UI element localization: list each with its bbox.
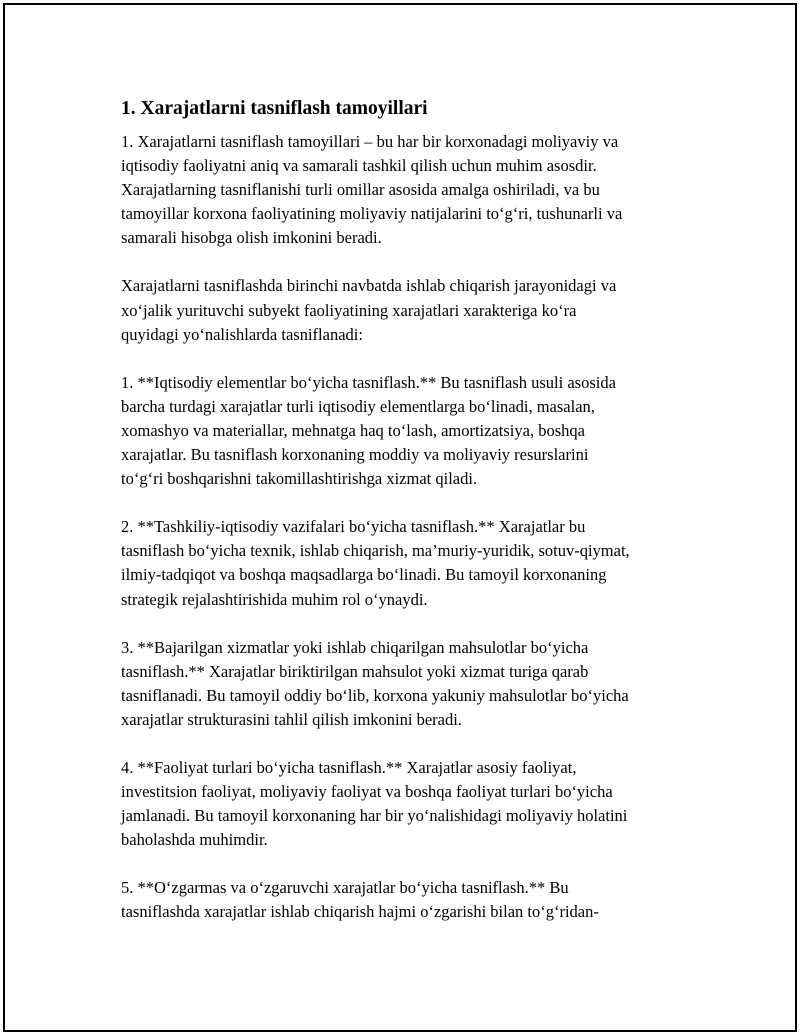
text-line: 1. **Iqtisodiy elementlar bo‘yicha tasniflash.** Bu tasniflash usuli asosida: [121, 372, 616, 392]
paragraph-item-3: [121, 636, 711, 732]
paragraph-intro: [121, 130, 711, 250]
text-line: barcha turdagi xarajatlar turli iqtisodiy elementlarga bo‘linadi, masalan,: [121, 396, 595, 416]
text-line: ilmiy-tadqiqot va boshqa maqsadlarga bo‘linadi. Bu tamoyil korxonaning: [121, 565, 607, 585]
text-line: xo‘jalik yurituvchi subyekt faoliyatining xarajatlari xarakteriga ko‘ra: [121, 300, 577, 320]
text-line: Xarajatlarning tasniflanishi turli omillar asosida amalga oshiriladi, va bu: [121, 180, 600, 200]
text-line: to‘g‘ri boshqarishni takomillashtirishga xizmat qiladi.: [121, 469, 478, 489]
text-line: xomashyo va materiallar, mehnatga haq to‘lash, amortizatsiya, boshqa: [121, 420, 585, 440]
text-line: tasniflash.** Xarajatlar biriktirilgan mahsulot yoki xizmat turiga qarab: [121, 661, 589, 681]
text-line: tasniflash bo‘yicha texnik, ishlab chiqarish, ma’muriy-yuridik, sotuv-qiymat,: [121, 541, 630, 561]
text-line: tasniflashda xarajatlar ishlab chiqarish hajmi o‘zgarishi bilan to‘g‘ridan-: [121, 902, 599, 922]
paragraph-item-4: [121, 756, 711, 852]
paragraph-classification-intro: [121, 274, 711, 346]
document-body: [121, 97, 711, 949]
text-line: baholashda muhimdir.: [121, 830, 268, 850]
text-line: samarali hisobga olish imkonini beradi.: [121, 228, 382, 248]
text-line: investitsion faoliyat, moliyaviy faoliyat va boshqa faoliyat turlari bo‘yicha: [121, 782, 613, 802]
text-line: 3. **Bajarilgan xizmatlar yoki ishlab chiqarilgan mahsulotlar bo‘yicha: [121, 637, 589, 657]
text-line: 1. Xarajatlarni tasniflash tamoyillari – bu har bir korxonadagi moliyaviy va: [121, 132, 619, 151]
text-line: 5. **O‘zgarmas va o‘zgaruvchi xarajatlar bo‘yicha tasniflash.** Bu: [121, 878, 569, 898]
paragraph-item-1: [121, 371, 711, 491]
page-frame: [3, 3, 797, 1032]
text-line: xarajatlar. Bu tasniflash korxonaning moddiy va moliyaviy resurslarini: [121, 445, 589, 465]
text-line: iqtisodiy faoliyatni aniq va samarali tashkil qilish uchun muhim asosdir.: [121, 156, 597, 176]
text-line: 4. **Faoliyat turlari bo‘yicha tasniflash.** Xarajatlar asosiy faoliyat,: [121, 757, 577, 777]
text-line: strategik rejalashtirishida muhim rol o‘ynaydi.: [121, 589, 428, 609]
section-heading: 1. Xarajatlarni tasniflash tamoyillari: [121, 98, 428, 119]
paragraph-item-2: [121, 515, 711, 611]
text-line: tasniflanadi. Bu tamoyil oddiy bo‘lib, korxona yakuniy mahsulotlar bo‘yicha: [121, 685, 629, 705]
text-line: xarajatlar strukturasini tahlil qilish imkonini beradi.: [121, 709, 462, 729]
text-line: Xarajatlarni tasniflashda birinchi navbatda ishlab chiqarish jarayonidagi va: [121, 276, 617, 296]
text-line: 2. **Tashkiliy-iqtisodiy vazifalari bo‘yicha tasniflash.** Xarajatlar bu: [121, 517, 586, 537]
paragraph-item-5: [121, 876, 711, 924]
text-line: tamoyillar korxona faoliyatining moliyaviy natijalarini to‘g‘ri, tushunarli va: [121, 204, 623, 224]
text-line: jamlanadi. Bu tamoyil korxonaning har bir yo‘nalishidagi moliyaviy holatini: [121, 806, 628, 826]
text-line: quyidagi yo‘nalishlarda tasniflanadi:: [121, 324, 363, 344]
